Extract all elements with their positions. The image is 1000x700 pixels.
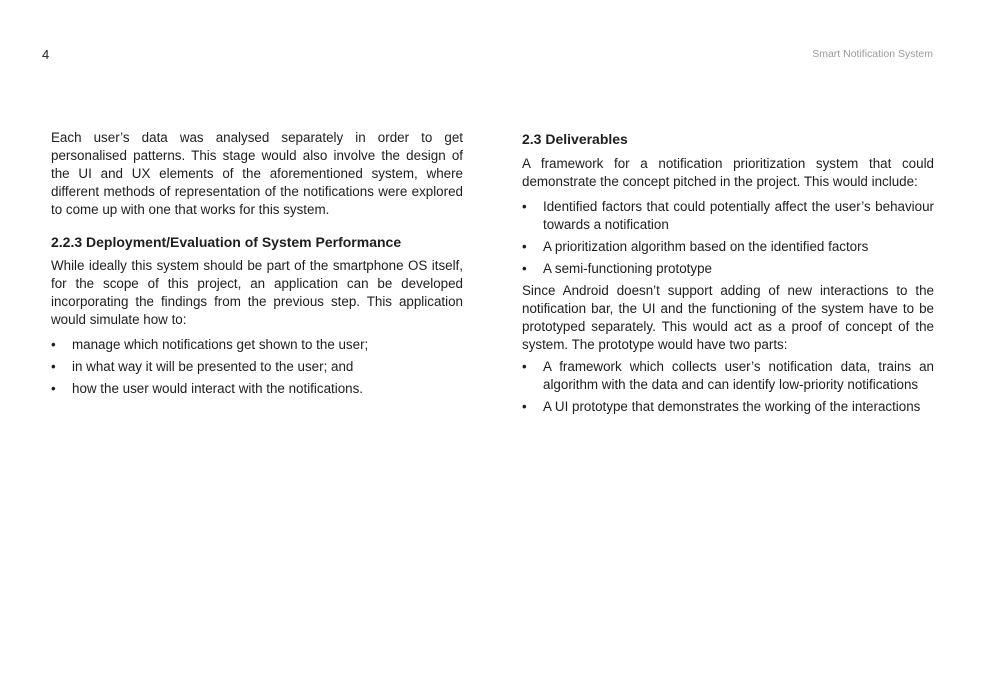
list-item bbox=[51, 358, 463, 376]
bullet-icon: • bbox=[522, 239, 527, 254]
bullet-icon: • bbox=[522, 359, 527, 374]
list-item-text: in what way it will be presented to the user; and bbox=[72, 359, 354, 374]
list-item-text: how the user would interact with the notifications. bbox=[72, 381, 364, 396]
section-paragraph: While ideally this system should be part of the smartphone OS itself, for the scope of this project, an application can be developed incorporating the findings from the previous step. This application would simulate how to: bbox=[51, 258, 463, 327]
page-number: 4 bbox=[42, 47, 50, 62]
bullet-list bbox=[522, 358, 934, 416]
right-column bbox=[522, 129, 934, 420]
list-item bbox=[522, 398, 934, 416]
bullet-icon: • bbox=[51, 337, 56, 352]
bullet-icon: • bbox=[522, 261, 527, 276]
intro-paragraph: A framework for a notification prioritization system that could demonstrate the concept pitched in the project. This would include: bbox=[522, 156, 934, 189]
section-heading-2-3: 2.3 Deliverables bbox=[522, 131, 628, 147]
list-item-text: A framework which collects user’s notification data, trains an algorithm with the data and can identify low-priority notifications bbox=[543, 359, 934, 392]
bullet-icon: • bbox=[522, 199, 527, 214]
running-header: Smart Notification System bbox=[812, 48, 933, 60]
list-item-text: manage which notifications get shown to the user; bbox=[72, 337, 369, 352]
bullet-list bbox=[51, 336, 463, 398]
list-item-text: A semi-functioning prototype bbox=[543, 261, 712, 276]
bullet-icon: • bbox=[51, 359, 56, 374]
list-item bbox=[522, 198, 934, 234]
list-item bbox=[522, 238, 934, 256]
list-item-text: A UI prototype that demonstrates the working of the interactions bbox=[543, 399, 921, 414]
list-item-text: Identified factors that could potentially affect the user’s behaviour towards a notification bbox=[543, 199, 934, 232]
second-paragraph: Since Android doesn’t support adding of new interactions to the notification bar, the UI and the functioning of the system have to be prototyped separately. This would act as a proof of concept of the system. The prototype would have two parts: bbox=[522, 283, 934, 352]
list-item bbox=[51, 336, 463, 354]
bullet-list bbox=[522, 198, 934, 278]
list-item bbox=[51, 380, 463, 398]
section-heading-2-2-3: 2.2.3 Deployment/Evaluation of System Performance bbox=[51, 234, 402, 250]
bullet-icon: • bbox=[522, 399, 527, 414]
list-item bbox=[522, 358, 934, 394]
list-item-text: A prioritization algorithm based on the identified factors bbox=[543, 239, 869, 254]
list-item bbox=[522, 260, 934, 278]
left-column bbox=[51, 129, 463, 402]
intro-paragraph: Each user’s data was analysed separately in order to get personalised patterns. This stage would also involve the design of the UI and UX elements of the aforementioned system, where different methods of representation of the notifications were explored to come up with one that works for this system. bbox=[51, 130, 463, 217]
bullet-icon: • bbox=[51, 381, 56, 396]
